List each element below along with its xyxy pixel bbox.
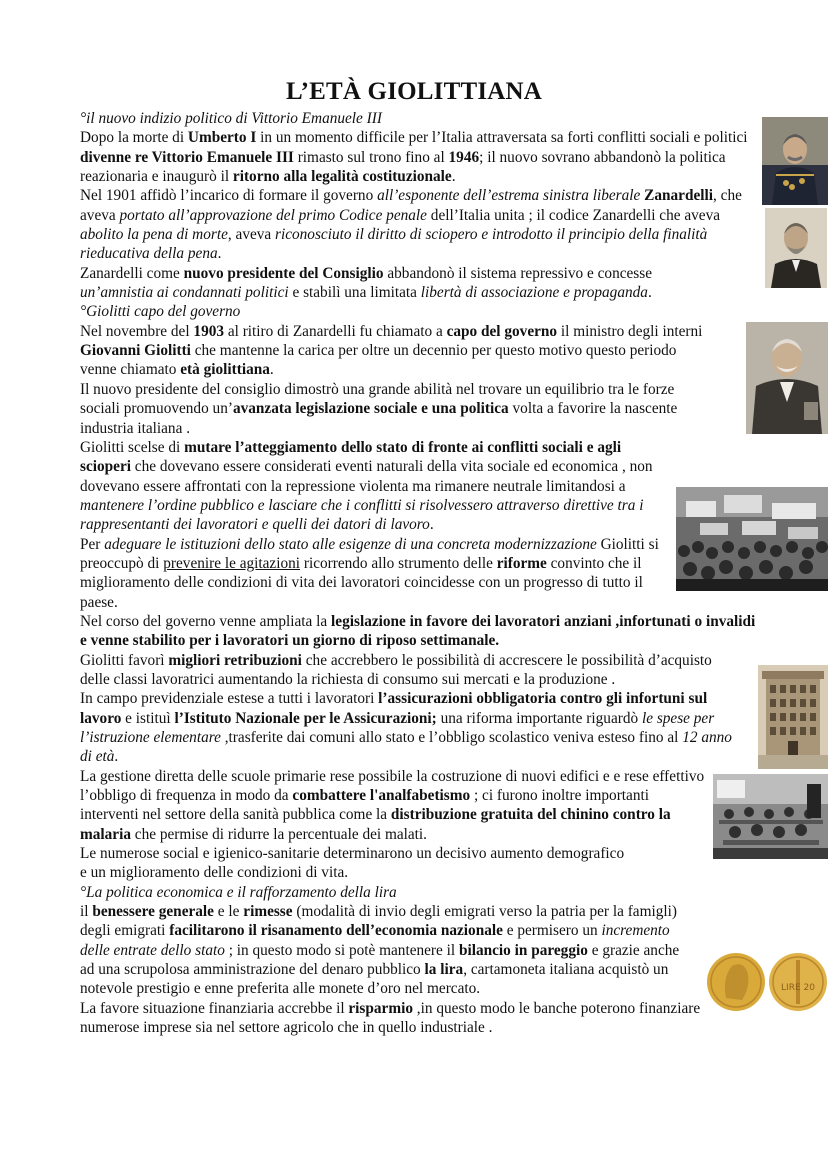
paragraph-6: Giolitti scelse di mutare l’atteggiamento dello stato di fronte ai conflitti sociali e agli scioperi che dovevano essere considerati eventi naturali della vita sociale ed economica , non dovevano essere affrontati con la repressione violenta ma rimanere neutrale limitandosi a mantenere l’ordine pubblico e lasciare che i conflitti si risolvessero attraverso direttive tra i rappresentanti dei lavoratori e quelli dei datori di lavoro. — [80, 438, 653, 534]
page-title: L’ETÀ GIOLITTIANA — [285, 78, 543, 105]
photo-building — [758, 665, 828, 769]
paragraph-14: La favore situazione finanziaria accrebbe il risparmio ,in questo modo le banche poterono finanziare numerose imprese sia nel settore agricolo che in quello industriale . — [80, 999, 701, 1037]
portrait-vittorio-emanuele — [762, 117, 828, 205]
photo-school-class — [713, 774, 828, 859]
paragraph-10: In campo previdenziale estese a tutti i lavoratori l’assicurazioni obbligatoria contro gli infortuni sul lavoro e istituì l’Istituto Nazionale per le Assicurazioni; una riforma importante riguardò le spese per l’istruzione elementare ,trasferite dai comuni allo stato e l’obbligo scolastico veniva esteso fino al 12 anno di età. — [80, 690, 732, 766]
paragraph-7: Per adeguare le istituzioni dello stato alle esigenze di una concreta modernizzazione Giolitti si preoccupò di prevenire le agitazioni ricorrendo allo strumento delle riforme convinto che il miglioramento delle condizioni di vita dei lavoratori coincidesse con un progresso di tutto il paese. — [80, 535, 659, 611]
photo-workers-strike — [676, 487, 828, 591]
paragraph-4: Nel novembre del 1903 al ritiro di Zanardelli fu chiamato a capo del governo il ministro degli interni Giovanni Giolitti che mantenne la carica per oltre un decennio per questo motivo questo periodo venne chiamato età giolittiana. — [80, 322, 703, 379]
paragraph-1: Dopo la morte di Umberto I in un momento difficile per l’Italia attraversata sa forti conflitti sociali e politici divenne re Vittorio Emanuele III rimasto sul trono fino al 1946; il nuovo sovrano abbandonò la politica reazionaria e inaugurò il ritorno alla legalità costituzionale. — [80, 129, 748, 186]
paragraph-13: il benessere generale e le rimesse (modalità di invio degli emigrati verso la patria per la famigli) degli emigrati facilitarono il risanamento dell’economia nazionale e permisero un incremento delle entrate dello stato ; in questo modo si potè mantenere il bilancio in pareggio e grazie anche ad una scrupolosa amministrazione del denaro pubblico la lira, cartamoneta italiana acquistò un notevole prestigio e enne preferita alle monete d’oro nel mercato. — [80, 903, 680, 998]
portrait-zanardelli — [765, 208, 827, 288]
section-heading-3: °La politica economica e il rafforzamento della lira — [80, 883, 397, 901]
paragraph-11: La gestione diretta delle scuole primarie rese possibile la costruzione di nuovi edifici e e rese effettivo l’obbligo di frequenza in modo da combattere l'analfabetismo ; ci furono inoltre importanti interventi nel settore della sanità pubblica come la distribuzione gratuita del chinino contro la malaria che permise di ridurre la percentuale dei malati. — [80, 767, 705, 843]
paragraph-8: Nel corso del governo venne ampliata la legislazione in favore dei lavoratori anziani ,infortunati o invalidi e venne stabilito per i lavoratori un giorno di riposo settimanale. — [80, 612, 756, 650]
gold-coins — [706, 938, 828, 1026]
paragraph-2: Nel 1901 affidò l’incarico di formare il governo all’esponente dell’estrema sinistra liberale Zanardelli, che aveva portato all’approvazione del primo Codice penale dell’Italia unita ; il codice Zanardelli che aveva abolito la pena di morte, aveva riconosciuto il diritto di sciopero e introdotto il principio della finalità rieducativa della pena. — [80, 187, 742, 263]
document-body — [80, 109, 760, 1038]
portrait-giolitti — [746, 322, 828, 434]
paragraph-3: Zanardelli come nuovo presidente del Consiglio abbandonò il sistema repressivo e concesse un’amnistia ai condannati politici e stabilì una limitata libertà di associazione e propaganda. — [80, 264, 652, 302]
paragraph-9: Giolitti favorì migliori retribuzioni che accrebbero le possibilità di accrescere le possibilità d’acquisto delle classi lavoratrici aumentando la richiesta di consumo sui mercati e la produzione . — [80, 651, 712, 688]
paragraph-12: Le numerose social e igienico-sanitarie determinarono un decisivo aumento demografico e un miglioramento delle condizioni di vita. — [80, 845, 625, 882]
section-heading-1: °il nuovo indizio politico di Vittorio Emanuele III — [80, 110, 382, 127]
paragraph-5: Il nuovo presidente del consiglio dimostrò una grande abilità nel trovare un equilibrio tra le forze sociali promuovendo un’avanzata legislazione sociale e una politica volta a favorire la nascente industria italiana . — [80, 380, 678, 437]
coin-label: LIRE 20 — [781, 983, 815, 993]
section-heading-2: °Giolitti capo del governo — [80, 303, 241, 321]
